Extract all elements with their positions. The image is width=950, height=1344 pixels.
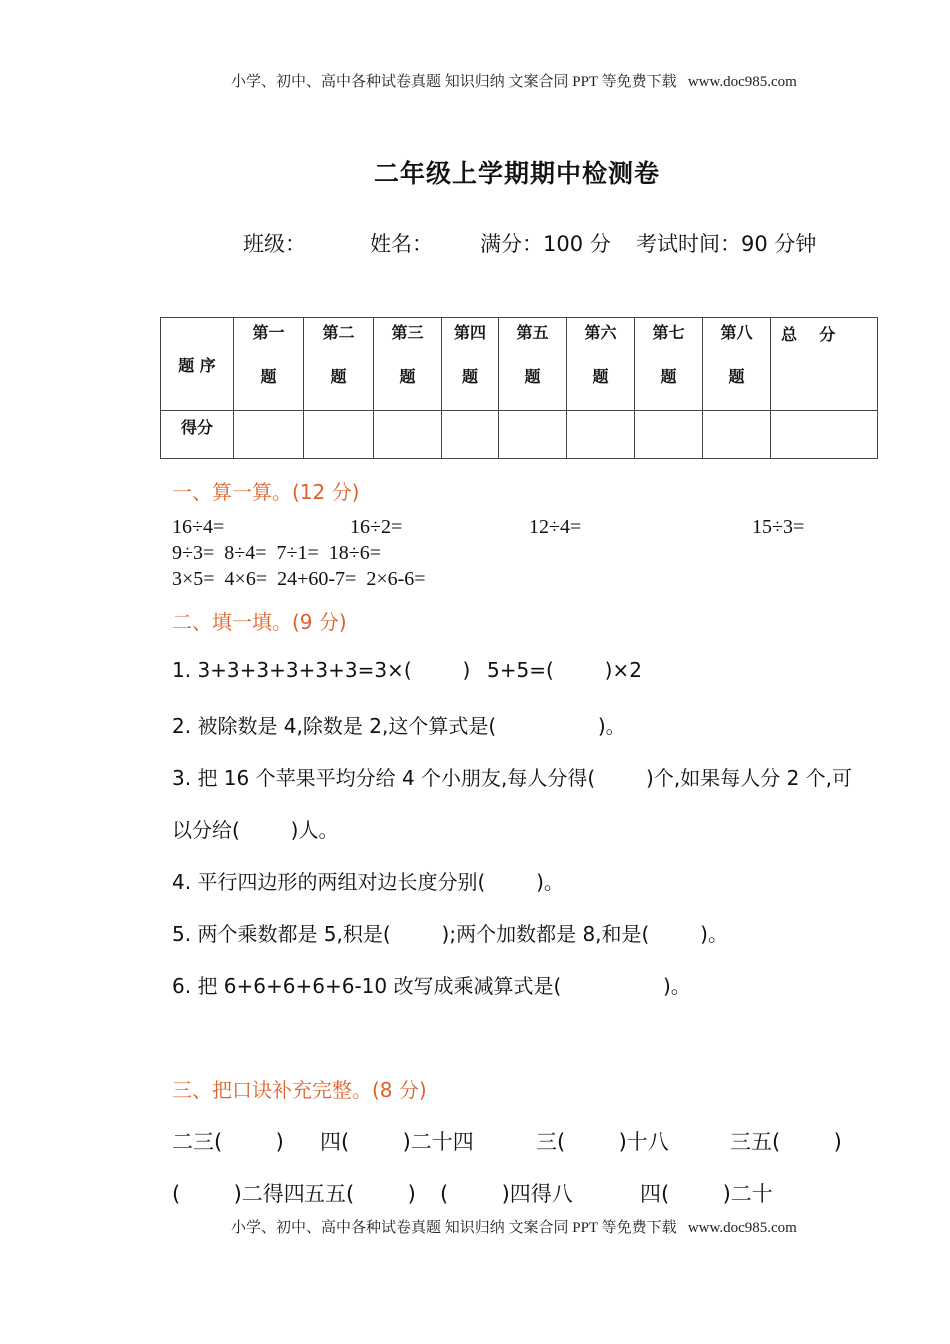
column-3 xyxy=(374,318,442,411)
header-banner xyxy=(231,70,797,91)
column-1 xyxy=(234,318,304,411)
calc-item: 12÷4= xyxy=(529,516,582,538)
table-header-row xyxy=(161,318,878,411)
column-label-top: 第一 xyxy=(252,323,285,342)
column-label-bottom: 题 xyxy=(399,367,416,386)
score-cell[interactable] xyxy=(635,411,703,459)
column-label-top: 第八 xyxy=(720,323,753,342)
verse-item: ( )二得四 xyxy=(172,1182,305,1206)
row-header-cell: 题 序 xyxy=(161,318,234,411)
footer-banner xyxy=(231,1216,797,1237)
verse-item: 四( )二十四 xyxy=(320,1130,474,1154)
total-score-cell[interactable] xyxy=(771,411,878,459)
calc-item: 16÷4= xyxy=(172,516,225,538)
column-label-bottom: 题 xyxy=(461,367,478,386)
banner-url: www.doc985.com xyxy=(687,1220,797,1236)
column-label-bottom: 题 xyxy=(260,367,277,386)
score-cell[interactable] xyxy=(703,411,771,459)
score-table xyxy=(160,317,878,459)
section2-heading: 二、填一填。(9 分) xyxy=(172,610,347,634)
column-label-top: 第二 xyxy=(322,323,355,342)
time-label: 考试时间：90 分钟 xyxy=(636,232,817,256)
total-column: 总 分 xyxy=(771,318,878,411)
verse-item: 二三( ) xyxy=(172,1130,284,1154)
verse-item: ( )四得八 xyxy=(440,1182,573,1206)
column-label-top: 第四 xyxy=(453,323,486,342)
question-5: 5. 两个乘数都是 5,积是( );两个加数都是 8,和是( )。 xyxy=(172,922,728,946)
question-6: 6. 把 6+6+6+6+6-10 改写成乘减算式是( )。 xyxy=(172,974,691,998)
question-4: 4. 平行四边形的两组对边长度分别( )。 xyxy=(172,870,564,894)
calc-item: 16÷2= xyxy=(350,516,403,538)
full-score-label: 满分：100 分 xyxy=(480,232,611,256)
calc-item: 15÷3= xyxy=(752,516,805,538)
column-8 xyxy=(703,318,771,411)
score-label-cell: 得分 xyxy=(161,411,234,459)
score-cell[interactable] xyxy=(374,411,442,459)
score-cell[interactable] xyxy=(234,411,304,459)
column-4 xyxy=(442,318,499,411)
banner-text: 小学、初中、高中各种试卷真题 知识归纳 文案合同 PPT 等免费下载 xyxy=(231,74,677,90)
question-3b: 以分给( )人。 xyxy=(172,818,339,842)
verse-item: 三五( ) xyxy=(730,1130,842,1154)
score-cell[interactable] xyxy=(304,411,374,459)
page-title: 二年级上学期期中检测卷 xyxy=(374,159,661,188)
question-1a: 1. 3+3+3+3+3+3=3×( ) xyxy=(172,658,471,682)
score-cell[interactable] xyxy=(567,411,635,459)
column-label-bottom: 题 xyxy=(592,367,609,386)
column-5 xyxy=(499,318,567,411)
banner-text: 小学、初中、高中各种试卷真题 知识归纳 文案合同 PPT 等免费下载 xyxy=(231,1220,677,1236)
question-3a: 3. 把 16 个苹果平均分给 4 个小朋友,每人分得( )个,如果每人分 2 个,可 xyxy=(172,766,853,790)
question-2: 2. 被除数是 4,除数是 2,这个算式是( )。 xyxy=(172,714,626,738)
column-label-bottom: 题 xyxy=(524,367,541,386)
banner-url: www.doc985.com xyxy=(687,74,797,90)
verse-item: 三( )十八 xyxy=(536,1130,669,1154)
column-label-bottom: 题 xyxy=(728,367,745,386)
column-label-top: 第五 xyxy=(516,323,549,342)
column-label-bottom: 题 xyxy=(330,367,347,386)
verse-item: 四( )二十 xyxy=(640,1182,773,1206)
score-cell[interactable] xyxy=(442,411,499,459)
column-label-top: 第七 xyxy=(652,323,685,342)
calc-row-2: 9÷3= 8÷4= 7÷1= 18÷6= xyxy=(172,542,382,564)
column-7 xyxy=(635,318,703,411)
column-6 xyxy=(567,318,635,411)
column-label-bottom: 题 xyxy=(660,367,677,386)
score-row xyxy=(161,411,878,459)
verse-item: 五五( ) xyxy=(304,1182,416,1206)
name-label: 姓名： xyxy=(370,232,433,256)
column-label-top: 第六 xyxy=(584,323,617,342)
section3-heading: 三、把口诀补充完整。(8 分) xyxy=(172,1078,427,1102)
column-label-top: 第三 xyxy=(391,323,424,342)
section1-heading: 一、算一算。(12 分) xyxy=(172,480,360,504)
column-2 xyxy=(304,318,374,411)
class-label: 班级： xyxy=(243,232,306,256)
score-cell[interactable] xyxy=(499,411,567,459)
question-1b: 5+5=( )×2 xyxy=(487,658,642,682)
calc-row-3: 3×5= 4×6= 24+60-7= 2×6-6= xyxy=(172,568,426,590)
